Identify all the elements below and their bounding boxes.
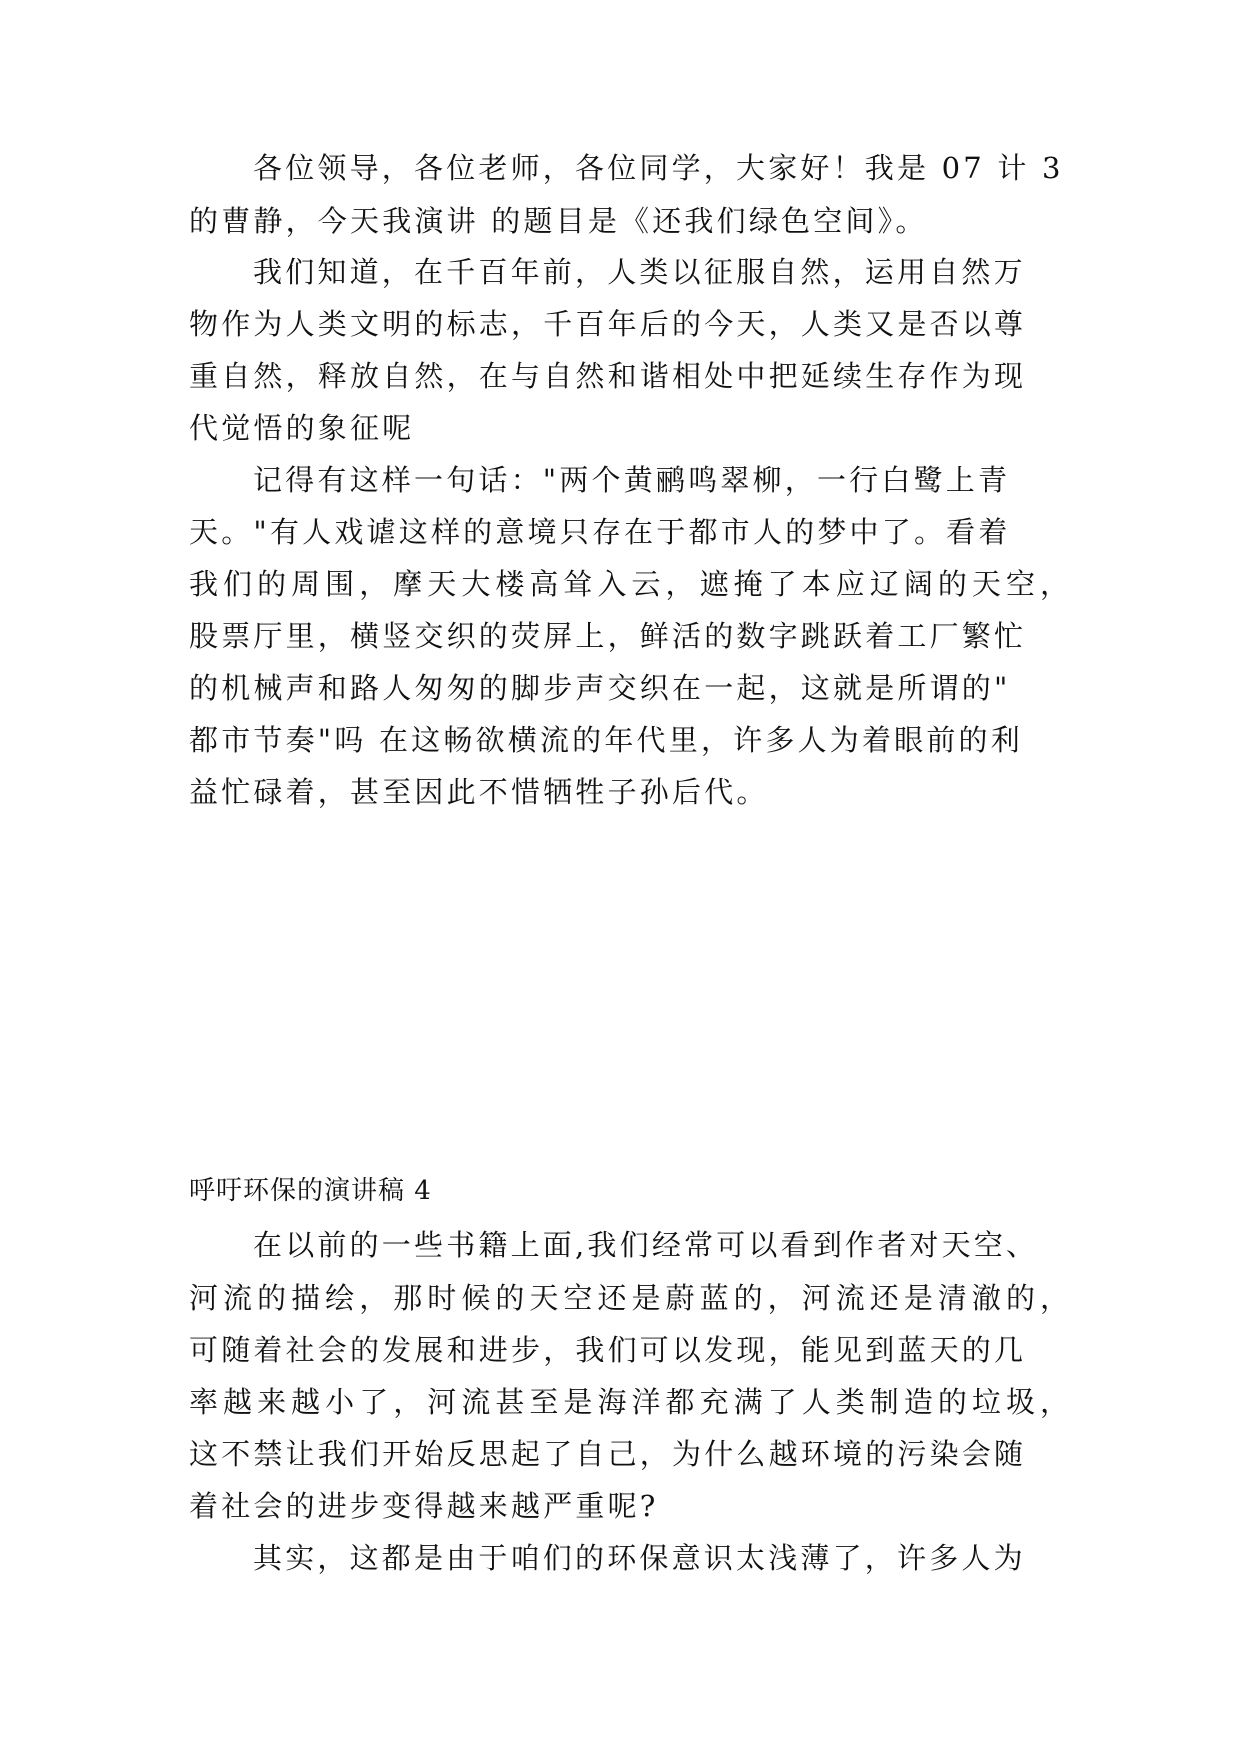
text-line: 的机械声和路人匆匆的脚步声交织在一起，这就是所谓的" <box>189 671 1011 705</box>
text-line: 重自然，释放自然，在与自然和谐相处中把延续生存作为现 <box>189 359 1027 393</box>
text-line: 在以前的一些书籍上面,我们经常可以看到作者对天空、 <box>253 1228 1039 1262</box>
text-line: 代觉悟的象征呢 <box>189 411 415 445</box>
text-line: 天。"有人戏谑这样的意境只存在于都市人的梦中了。看着 <box>189 515 1011 549</box>
text-line: 河流的描绘，那时候的天空还是蔚蓝的，河流还是清澈的， <box>189 1281 1069 1315</box>
text-line: 益忙碌着，甚至因此不惜牺牲子孙后代。 <box>189 775 769 809</box>
text-line: 股票厅里，横竖交织的荧屏上，鲜活的数字跳跃着工厂繁忙 <box>189 619 1027 653</box>
text-line: 的曹静，今天我演讲 的题目是《还我们绿色空间》。 <box>189 204 928 238</box>
text-line: 可随着社会的发展和进步，我们可以发现，能见到蓝天的几 <box>189 1333 1027 1367</box>
text-line: 我们知道，在千百年前，人类以征服自然，运用自然万 <box>253 255 1026 289</box>
text-line: 都市节奏"吗 在这畅欲横流的年代里，许多人为着眼前的利 <box>189 723 1023 757</box>
section-heading: 呼吁环保的演讲稿 4 <box>189 1176 432 1206</box>
text-line: 率越来越小了，河流甚至是海洋都充满了人类制造的垃圾， <box>189 1385 1069 1419</box>
text-line: 我们的周围，摩天大楼高耸入云，遮掩了本应辽阔的天空， <box>189 567 1069 601</box>
text-line: 其实，这都是由于咱们的环保意识太浅薄了，许多人为 <box>253 1541 1026 1575</box>
text-line: 记得有这样一句话："两个黄鹂鸣翠柳，一行白鹭上青 <box>253 463 1011 497</box>
text-line: 这不禁让我们开始反思起了自己，为什么越环境的污染会随 <box>189 1437 1027 1471</box>
text-line: 着社会的进步变得越来越严重呢? <box>189 1489 659 1523</box>
text-line: 物作为人类文明的标志，千百年后的今天，人类又是否以尊 <box>189 307 1027 341</box>
text-line: 各位领导，各位老师，各位同学，大家好！我是 07 计 3 <box>253 151 1064 185</box>
